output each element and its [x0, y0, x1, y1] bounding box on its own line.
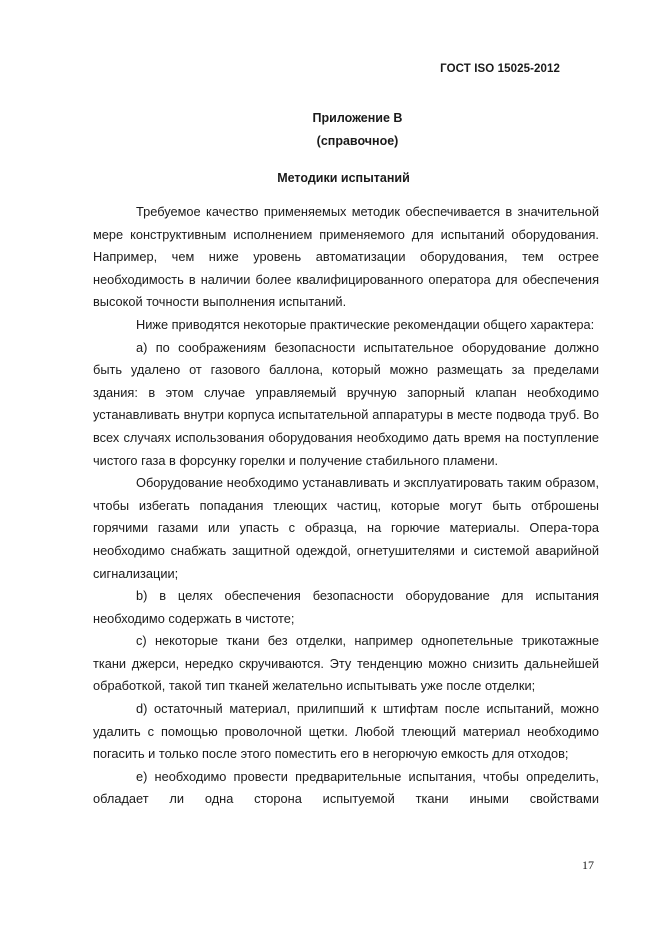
paragraph-equipment: Оборудование необходимо устанавливать и эксплуатировать таким образом, чтобы избегать попадания тлеющих частиц, которые могут быть отброшены горячими газами или упасть с образца, на горючие материалы. Опера-тора необходимо снабжать защитной одеждой, огнетушителями и системой аварийной сигнализации; [93, 475, 599, 581]
standard-header: ГОСТ ISO 15025-2012 [440, 63, 560, 75]
paragraph-item-d: d) остаточный материал, прилипший к штифтам после испытаний, можно удалить с помощью проволочной щетки. Любой тлеющий материал необходимо погасить и только после этого поместить его в негорючую емкость для отходов; [93, 701, 599, 762]
section-title: Методики испытаний [277, 171, 410, 185]
body-text [93, 201, 599, 811]
paragraph-item-c: c) некоторые ткани без отделки, например однопетельные трикотажные ткани джерси, нередко скручиваются. Эту тенденцию можно снизить дальнейшей обработкой, такой тип тканей желательно испытывать уже после отделки; [93, 633, 599, 694]
paragraph-item-e: e) необходимо провести предварительные испытания, чтобы определить, обладает ли одна сторона испытуемой ткани иными свойствами [93, 768, 599, 807]
appendix-title: Приложение В [312, 111, 403, 125]
paragraph-intro: Требуемое качество применяемых методик обеспечивается в значительной мере конструктивным исполнением применяемого для испытаний оборудования. Например, чем ниже уровень автоматизации оборудования, тем острее необходимость в наличии более квалифицированного оператора для обеспечения высокой точности выполнения испытаний. [93, 204, 599, 310]
paragraph-recommendations-lead: Ниже приводятся некоторые практические рекомендации общего характера: [136, 316, 595, 332]
paragraph-item-b: b) в целях обеспечения безопасности оборудование для испытания необходимо содержать в чистоте; [93, 588, 599, 626]
appendix-note: (справочное) [316, 134, 399, 148]
paragraph-item-a: а) по соображениям безопасности испытательное оборудование должно быть удалено от газового баллона, который можно размещать за пределами здания: в этом случае управляемый вручную запорный клапан необходимо устанавливать внутри корпуса испытательной аппаратуры в месте подвода труб. Во всех случаях использования оборудования необходимо дать время на поступление чистого газа в форсунку горелки и получение стабильного пламени. [93, 339, 599, 468]
page-number: 17 [582, 858, 594, 872]
